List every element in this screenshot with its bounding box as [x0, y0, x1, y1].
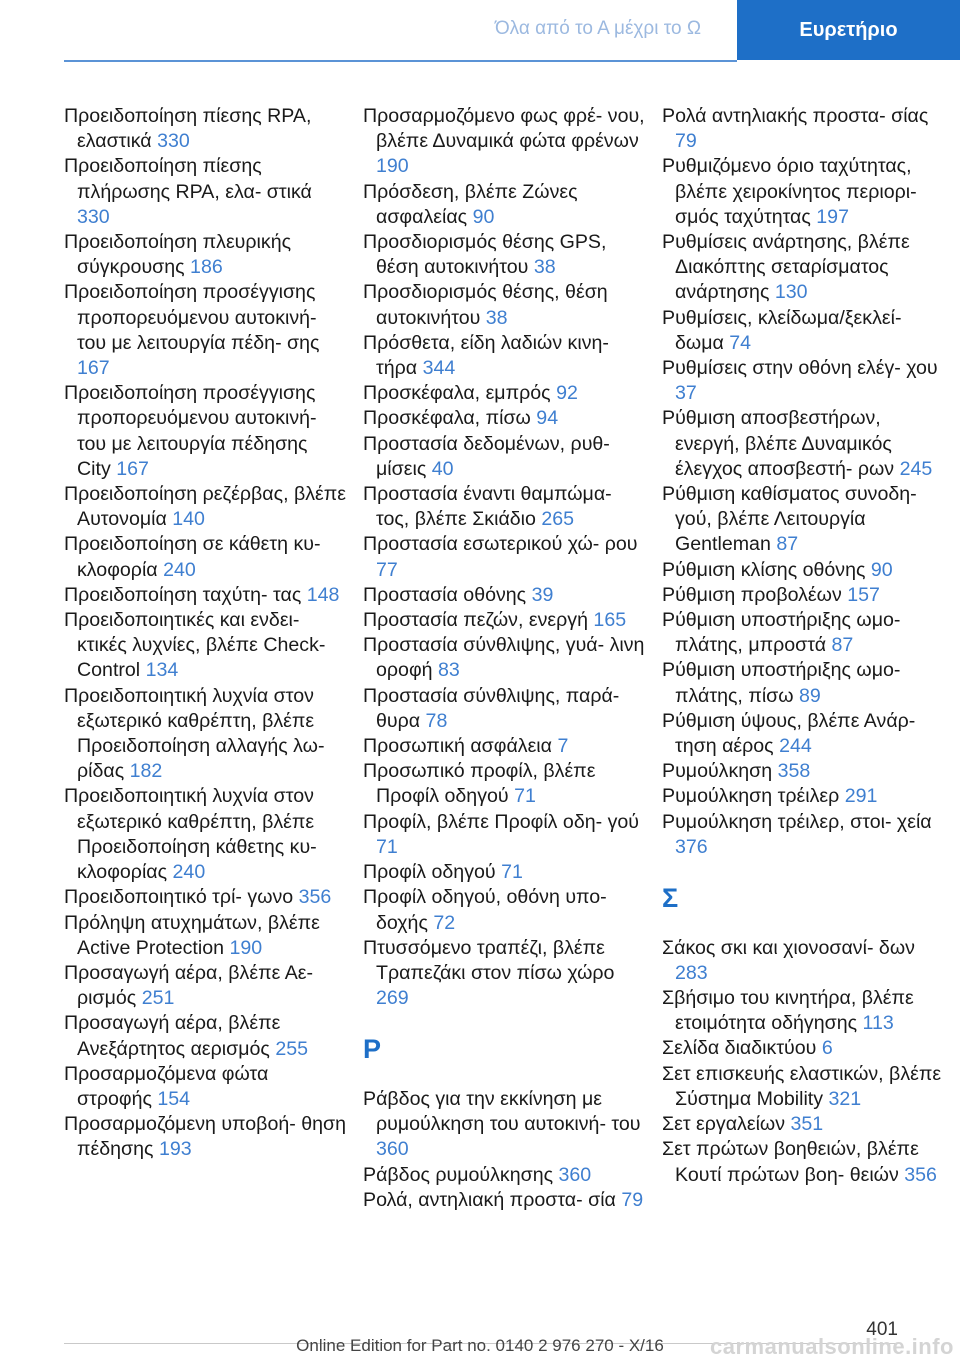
index-term: Προστασία σύνθλιψης, παρά‐ θυρα: [363, 684, 620, 732]
index-term: Προσαγωγή αέρα, βλέπε Ανεξάρτητος αερισμός: [64, 1012, 281, 1060]
chapter-title[interactable]: Όλα από το Α μέχρι το Ω: [494, 18, 702, 39]
index-entry: [363, 684, 645, 734]
page-reference-link[interactable]: 190: [376, 155, 409, 178]
index-term: Προστασία οθόνης: [363, 583, 527, 606]
page-number: 401: [866, 1319, 898, 1340]
index-term: Σετ πρώτων βοηθειών, βλέπε Κουτί πρώτων βοη‐ θειών: [662, 1138, 919, 1186]
page-reference-link[interactable]: 344: [422, 357, 456, 380]
index-entry: [363, 104, 645, 180]
page-reference-link[interactable]: 7: [557, 735, 569, 758]
index-term: Προφίλ οδηγού, οθόνη υπο‐ δοχής: [363, 886, 607, 934]
index-entry: [662, 356, 944, 406]
page-reference-link[interactable]: 330: [157, 130, 190, 153]
index-entry: [662, 1062, 944, 1112]
index-term: Ράβδος ρυμούλκησης: [363, 1163, 554, 1186]
index-term: Προειδοποίηση ταχύτη‐ τας: [64, 583, 302, 606]
page-reference-link[interactable]: 291: [844, 785, 878, 808]
index-entry: [363, 885, 645, 935]
index-term: Ρύθμιση κλίσης οθόνης: [662, 558, 866, 581]
page-reference-link[interactable]: 78: [425, 709, 448, 732]
index-entry: [363, 734, 645, 759]
index-entry: [363, 406, 645, 431]
index-term: Ρολά αντηλιακής προστα‐ σίας: [662, 105, 929, 127]
page-reference-link[interactable]: 38: [533, 256, 556, 279]
page-reference-link[interactable]: 186: [190, 256, 223, 279]
index-entry: [64, 532, 346, 582]
index-term: Προειδοποίηση πίεσης RPA, ελαστικά: [64, 105, 312, 153]
index-entry: [64, 154, 346, 230]
index-entry: [662, 482, 944, 558]
page-reference-link[interactable]: 37: [675, 382, 697, 405]
index-entry: [64, 1112, 346, 1162]
index-term: Προειδοποίηση προσέγγισης προπορευόμενου αυτοκινή‐ του με λειτουργία πέδησης City: [64, 382, 317, 480]
page-reference-link[interactable]: 72: [433, 911, 456, 934]
index-entry: [64, 482, 346, 532]
index-entry: [363, 432, 645, 482]
index-entry: [662, 230, 944, 306]
index-term: Προσωπικό προφίλ, βλέπε Προφίλ οδηγού: [363, 760, 596, 808]
page-reference-link[interactable]: 74: [729, 331, 752, 354]
index-term: Προειδοποιητική λυχνία στον εξωτερικό καθρέπτη, βλέπε Προειδοποίηση κάθετης κυ‐ κλοφορίας: [64, 785, 317, 884]
index-entry: [363, 583, 645, 608]
index-entry: [363, 331, 645, 381]
index-term: Ρυμούλκηση τρέιλερ, στοι‐ χεία: [662, 810, 932, 833]
index-term: Πρόσδεση, βλέπε Ζώνες ασφαλείας: [363, 180, 578, 228]
index-entry: [363, 633, 645, 683]
index-entry: [662, 306, 944, 356]
page-reference-link[interactable]: 193: [158, 1138, 192, 1161]
index-entry: [662, 759, 944, 784]
page-reference-link[interactable]: 90: [472, 205, 495, 228]
page-reference-link[interactable]: 94: [536, 407, 559, 430]
index-entry: [64, 885, 346, 910]
index-term: Προστασία εσωτερικού χώ‐ ρου: [363, 533, 638, 556]
index-term: Προσαρμοζόμενη υποβοή‐ θηση πέδησης: [64, 1113, 347, 1161]
index-term: Προειδοποίηση πλευρικής σύγκρουσης: [64, 231, 292, 279]
index-term: Προφίλ οδηγού: [363, 861, 496, 884]
index-entry: [662, 104, 944, 154]
index-term: Προειδοποιητικές και ενδει‐ κτικές λυχνίες, βλέπε Check-Control: [64, 609, 326, 682]
index-term: Ρυμούλκηση: [662, 760, 773, 783]
index-entry: [363, 1188, 645, 1213]
index-term: Προειδοποίηση ρεζέρβας, βλέπε Αυτονομία: [64, 483, 347, 531]
page-reference-link[interactable]: 167: [116, 457, 149, 480]
index-term: Σάκος σκι και χιονοσανί‐ δων: [662, 936, 915, 959]
index-term: Ρύθμιση ύψους, βλέπε Ανάρ‐ τηση αέρος: [662, 709, 916, 758]
index-entry: [64, 1011, 346, 1061]
page-reference-link[interactable]: 255: [275, 1037, 309, 1060]
page-reference-link[interactable]: 182: [129, 760, 163, 783]
page-reference-link[interactable]: 244: [779, 735, 812, 758]
page-reference-link[interactable]: 245: [899, 457, 933, 480]
index-term: Προειδοποιητική λυχνία στον εξωτερικό καθρέπτη, βλέπε Προειδοποίηση αλλαγής λω‐ ρίδας: [64, 684, 325, 783]
index-term: Προειδοποίηση πίεσης πλήρωσης RPA, ελα‐ στικά: [64, 155, 312, 203]
index-term: Ρυθμίσεις ανάρτησης, βλέπε Διακόπτης σεταρίσματος ανάρτησης: [662, 231, 910, 304]
index-entry: [363, 280, 645, 330]
index-term: Ρυθμίσεις, κλείδωμα/ξεκλεί‐ δωμα: [662, 306, 902, 354]
page-reference-link[interactable]: 240: [172, 861, 206, 884]
page-reference-link[interactable]: 360: [376, 1138, 409, 1161]
index-term: Προστασία σύνθλιψης, γυά‐ λινη οροφή: [363, 634, 645, 682]
index-entry: [662, 583, 944, 608]
index-entry: [64, 381, 346, 482]
index-term: Πρόληψη ατυχημάτων, βλέπε Active Protection: [64, 911, 320, 959]
index-term: Ράβδος για την εκκίνηση με ρυμούλκηση του αυτοκινή‐ του: [363, 1087, 641, 1136]
index-term: Ρύθμιση προβολέων: [662, 583, 842, 606]
index-term: Ρυμούλκηση τρέιλερ: [662, 785, 840, 808]
page-reference-link[interactable]: 376: [675, 835, 708, 858]
index-term: Ρύθμιση υποστήριξης ωμο‐ πλάτης, πίσω: [662, 659, 901, 707]
index-entry: [363, 810, 645, 860]
page-reference-link[interactable]: 321: [828, 1087, 862, 1110]
section-tab-index[interactable]: Ευρετήριο: [737, 0, 960, 60]
index-term: Προφίλ, βλέπε Προφίλ οδη‐ γού: [363, 810, 640, 833]
page-reference-link[interactable]: 140: [172, 508, 205, 531]
page-reference-link[interactable]: 113: [862, 1012, 894, 1035]
index-entry: [662, 784, 944, 809]
page-reference-link[interactable]: 351: [790, 1113, 824, 1136]
page-reference-link[interactable]: 90: [870, 558, 893, 581]
index-entry: [64, 608, 346, 684]
index-term: Προσαρμοζόμενο φως φρέ‐ νου, βλέπε Δυναμικά φώτα φρένων: [363, 105, 645, 153]
index-entry: [662, 1137, 944, 1187]
page-reference-link[interactable]: 130: [774, 281, 808, 304]
index-entry: [64, 1062, 346, 1112]
index-column-3: [662, 104, 944, 1188]
page-reference-link[interactable]: 6: [821, 1037, 833, 1060]
index-term: Ρυθμιζόμενο όριο ταχύτητας, βλέπε χειροκίνητος περιορι‐ σμός ταχύτητας: [662, 155, 917, 228]
page-reference-link[interactable]: 79: [675, 130, 697, 153]
index-column-1: [64, 104, 346, 1163]
index-term: Προσαρμοζόμενα φώτα στροφής: [64, 1062, 269, 1110]
index-entry: [64, 684, 346, 785]
page-reference-link[interactable]: 197: [816, 205, 849, 228]
index-term: Ρύθμιση υποστήριξης ωμο‐ πλάτης, μπροστά: [662, 609, 901, 657]
index-term: Πτυσσόμενο τραπέζι, βλέπε Τραπεζάκι στον πίσω χώρο: [363, 936, 615, 984]
section-letter: Ρ: [363, 1033, 382, 1064]
index-entry: [363, 608, 645, 633]
index-entry: [363, 936, 645, 1012]
page-reference-link[interactable]: 148: [306, 583, 340, 606]
page-reference-link[interactable]: 71: [376, 835, 398, 858]
page-reference-link[interactable]: 358: [777, 760, 811, 783]
index-entry: [64, 104, 346, 154]
index-entry: [363, 381, 645, 406]
index-entry: [64, 911, 346, 961]
page-reference-link[interactable]: 265: [541, 508, 575, 531]
page-reference-link[interactable]: 71: [514, 785, 536, 808]
page-reference-link[interactable]: 190: [229, 936, 263, 959]
section-letter: Σ: [662, 882, 679, 913]
page-reference-link[interactable]: 283: [675, 961, 708, 984]
index-term: Προστασία πεζών, ενεργή: [363, 609, 588, 632]
index-entry: [662, 1112, 944, 1137]
index-entry: [64, 230, 346, 280]
page-reference-link[interactable]: 79: [621, 1188, 644, 1211]
index-term: Ρυθμίσεις στην οθόνη ελέγ‐ χου: [662, 357, 938, 380]
page-reference-link[interactable]: 40: [431, 457, 454, 480]
index-term: Προσαγωγή αέρα, βλέπε Αε‐ ρισμός: [64, 961, 314, 1010]
index-entry: [662, 558, 944, 583]
index-term: Προσκέφαλα, εμπρός: [363, 382, 551, 405]
index-term: Προστασία έναντι θαμπώμα‐ τος, βλέπε Σκιάδιο: [363, 483, 612, 531]
page-reference-link[interactable]: 92: [556, 382, 578, 405]
index-term: Σβήσιμο του κινητήρα, βλέπε ετοιμότητα οδήγησης: [662, 987, 914, 1035]
index-term: Προσωπική ασφάλεια: [363, 735, 552, 758]
page-reference-link[interactable]: 165: [593, 609, 627, 632]
index-entry: [64, 961, 346, 1011]
index-term: Προειδοποιητικό τρί‐ γωνο: [64, 886, 294, 909]
index-column-2: [363, 104, 645, 1213]
index-entry: [662, 709, 944, 759]
index-entry: [363, 230, 645, 280]
index-entry: [363, 860, 645, 885]
index-entry: [363, 482, 645, 532]
page-header: [0, 0, 960, 62]
index-term: Σετ επισκευής ελαστικών, βλέπε Σύστημα Mobility: [662, 1062, 942, 1110]
page-reference-link[interactable]: 87: [831, 634, 854, 657]
index-entry: [64, 280, 346, 381]
index-entry: [363, 1163, 645, 1188]
index-entry: [662, 154, 944, 230]
page-reference-link[interactable]: 157: [847, 583, 880, 606]
index-term: Προσκέφαλα, πίσω: [363, 407, 531, 430]
page-reference-link[interactable]: 330: [77, 205, 110, 228]
page-reference-link[interactable]: 240: [163, 558, 196, 581]
page-reference-link[interactable]: 89: [799, 684, 821, 707]
index-term: Ρύθμιση αποσβεστήρων, ενεργή, βλέπε Δυναμικός έλεγχος αποσβεστή‐ ρων: [662, 407, 895, 480]
header-rule: [64, 60, 737, 62]
index-entry: [662, 608, 944, 658]
index-entry: [64, 583, 346, 608]
watermark: carmanualsonline.info: [710, 1334, 954, 1359]
page-reference-link[interactable]: 356: [298, 886, 332, 909]
index-entry: [662, 936, 944, 986]
index-term: Πρόσθετα, είδη λαδιών κινη‐ τήρα: [363, 331, 609, 380]
index-term: Προσδιορισμός θέσης GPS, θέση αυτοκινήτου: [363, 231, 607, 279]
index-entry: [64, 784, 346, 885]
page-reference-link[interactable]: 38: [485, 306, 508, 329]
index-term: Προειδοποίηση προσέγγισης προπορευόμενου αυτοκινή‐ του με λειτουργία πέδη‐ σης: [64, 281, 320, 354]
index-entry: [662, 1036, 944, 1061]
index-term: Σελίδα διαδικτύου: [662, 1037, 817, 1060]
page-reference-link[interactable]: 39: [531, 583, 554, 606]
index-entry: [662, 810, 944, 860]
page-reference-link[interactable]: 134: [145, 659, 179, 682]
page-reference-link[interactable]: 167: [77, 357, 110, 380]
index-term: Προστασία δεδομένων, ρυθ‐ μίσεις: [363, 432, 610, 480]
index-entry: [363, 180, 645, 230]
index-entry: [363, 1087, 645, 1163]
index-entry: [662, 986, 944, 1036]
page-reference-link[interactable]: 356: [904, 1163, 937, 1186]
edition-footer: Online Edition for Part no. 0140 2 976 270 - X/16: [296, 1336, 664, 1355]
page-reference-link[interactable]: 87: [776, 533, 799, 556]
index-entry: [363, 532, 645, 582]
page-reference-link[interactable]: 251: [141, 987, 175, 1010]
index-term: Προσδιορισμός θέσης, θέση αυτοκινήτου: [363, 281, 608, 329]
index-entry: [662, 658, 944, 708]
page-reference-link[interactable]: 360: [558, 1163, 592, 1186]
page-reference-link[interactable]: 154: [157, 1087, 191, 1110]
index-term: Προειδοποίηση σε κάθετη κυ‐ κλοφορία: [64, 533, 321, 581]
index-term: Σετ εργαλείων: [662, 1113, 786, 1136]
index-term: Ρύθμιση καθίσματος συνοδη‐ γού, βλέπε Λειτουργία Gentleman: [662, 483, 917, 556]
index-entry: [363, 759, 645, 809]
page-reference-link[interactable]: 83: [438, 659, 460, 682]
page-reference-link[interactable]: 269: [376, 987, 409, 1010]
page-reference-link[interactable]: 77: [376, 558, 398, 581]
page-reference-link[interactable]: 71: [501, 861, 523, 884]
index-term: Ρολά, αντηλιακή προστα‐ σία: [363, 1188, 616, 1211]
index-entry: [662, 406, 944, 482]
